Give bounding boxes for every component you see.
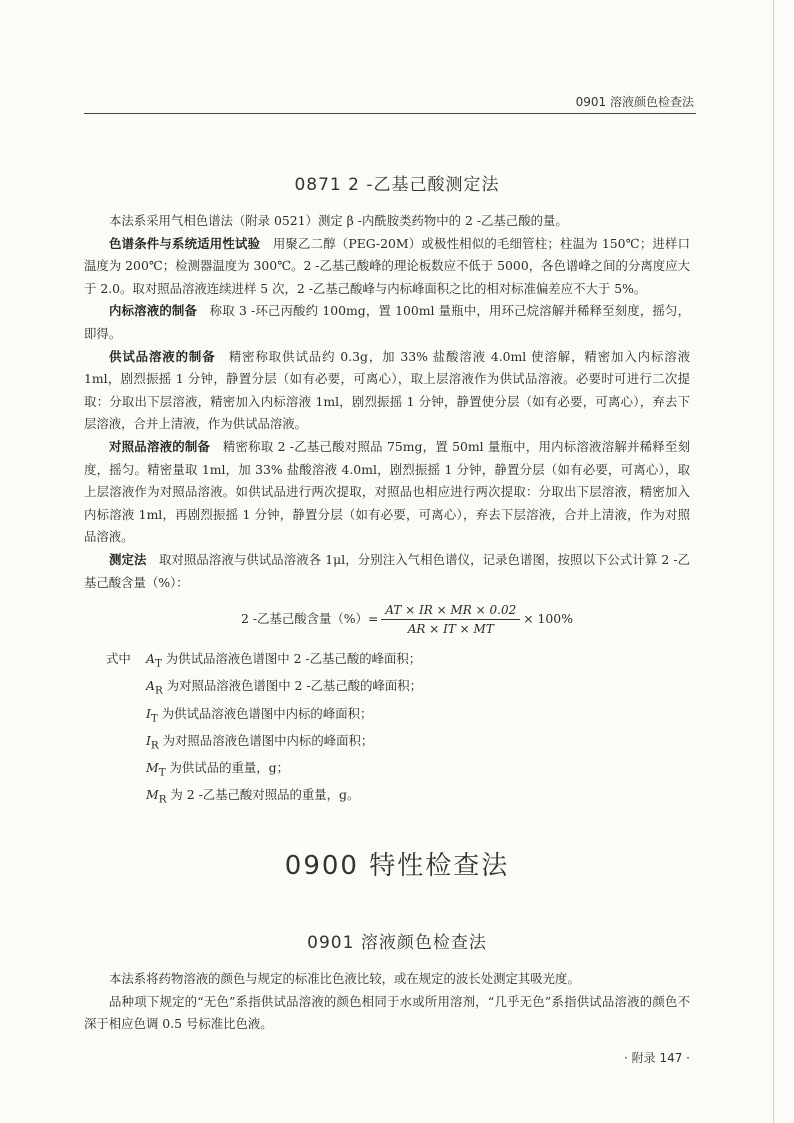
definition-text: 为供试品溶液色谱图中内标的峰面积； xyxy=(161,705,373,721)
paragraph-text: 称取 3 -环己丙酸约 100mg，置 100ml 量瓶中，用环己烷溶解并稀释至刻度，摇匀，即得。 xyxy=(84,303,691,341)
definition-text: 为对照品溶液色谱图中 2 -乙基己酸的峰面积； xyxy=(166,678,423,694)
paragraph-internal-standard xyxy=(84,300,690,345)
paragraph-label: 色谱条件与系统适用性试验 xyxy=(109,235,261,251)
formula-numerator: AT × IR × MR × 0.02 xyxy=(381,601,520,620)
definition-item xyxy=(84,675,690,702)
formula xyxy=(84,594,690,644)
formula-denominator: AR × IT × MT xyxy=(407,621,494,636)
paragraph-test-solution xyxy=(84,346,690,436)
paragraph: 品种项下规定的“无色”系指供试品溶液的颜色相同于水或所用溶剂，“几乎无色”系指供试品溶液的颜色不深于相应色调 0.5 号标准比色液。 xyxy=(84,993,690,1032)
paragraph-text: 用聚乙二醇（PEG-20M）或极性相似的毛细管柱；柱温为 150℃；进样口温度为 200℃；检测器温度为 300℃。2 -乙基己酸峰的理论板数应不低于 5000，各色谱峰之间的分离度应大于 2.0。取对照品溶液连续进样 5 次，2 -乙基己酸峰与内标峰面积之比的相对标准偏差应不大于 5%。 xyxy=(84,235,691,296)
definition-text: 为 2 -乙基己酸对照品的重量，g。 xyxy=(170,787,360,803)
definition-symbol: I xyxy=(146,705,151,721)
definition-symbol: I xyxy=(146,732,151,748)
definition-subscript: T xyxy=(158,766,166,779)
paragraph-label: 内标溶液的制备 xyxy=(109,303,198,319)
paragraph-text: 精密称取 2 -乙基己酸对照品 75mg，置 50ml 量瓶中，用内标溶液溶解并稀释至刻度，摇匀。精密量取 1ml，加 33% 盐酸溶液 4.0ml，剧烈振摇 1 分钟，静置分层（如有必要，可离心），取上层溶液作为对照品溶液。如供试品进行两次提取，对照品也相应进行两次提取：分取出下层溶液，精密加入内标溶液 1ml，再剧烈振摇 1 分钟，静置分层（如有必要，可离心），弃去下层溶液，合并上清液，作为对照品溶液。 xyxy=(84,438,691,545)
definition-subscript: R xyxy=(158,793,167,806)
paragraph-procedure xyxy=(84,549,690,594)
running-header: 0901 溶液颜色检查法 xyxy=(575,95,694,109)
section-0871-title: 0871 2 -乙基己酸测定法 xyxy=(294,175,500,195)
definition-symbol: M xyxy=(146,760,159,776)
page-number: · 附录 147 · xyxy=(624,1051,690,1065)
definition-item xyxy=(84,703,690,730)
definition-subscript: R xyxy=(154,684,163,697)
paragraph-text: 取对照品溶液与供试品溶液各 1μl，分别注入气相色谱仪，记录色谱图，按照以下公式计算 2 -乙基己酸含量（%）： xyxy=(84,551,690,590)
intro-paragraph: 本法系采用气相色谱法（附录 0521）测定 β -内酰胺类药物中的 2 -乙基己酸的量。 xyxy=(109,213,568,228)
paragraph-reference-solution xyxy=(84,436,690,549)
chapter-title: 0900 特性检查法 xyxy=(284,851,510,881)
section-0871-body xyxy=(84,210,690,812)
definition-symbol: M xyxy=(146,787,159,803)
definition-item xyxy=(84,730,690,757)
definition-subscript: T xyxy=(150,712,158,725)
formula-lhs: 2 -乙基己酸含量（%）= xyxy=(241,610,379,626)
header-rule xyxy=(84,113,696,114)
definition-subscript: R xyxy=(150,739,159,752)
where-label: 式中 xyxy=(106,651,131,667)
page-edge-line xyxy=(773,0,774,1123)
definition-item xyxy=(84,784,690,811)
definition-item xyxy=(84,757,690,784)
formula-fraction xyxy=(381,601,520,638)
section-0901-title: 0901 溶液颜色检查法 xyxy=(307,933,487,953)
paragraph-text: 精密称取供试品约 0.3g，加 33% 盐酸溶液 4.0ml 使溶解，精密加入内标溶液 1ml，剧烈振摇 1 分钟，静置分层（如有必要，可离心），取上层溶液作为供试品溶液。必要时可进行二次提取：分取出下层溶液，精密加入内标溶液 1ml，剧烈振摇 1 分钟，静置使分层（如有必要，可离心），弃去下层溶液，合并上清液，作为供试品溶液。 xyxy=(84,348,691,432)
definition-item xyxy=(84,648,690,675)
paragraph-label: 对照品溶液的制备 xyxy=(109,438,211,454)
definition-symbol: A xyxy=(146,678,155,694)
definition-text: 为对照品溶液色谱图中内标的峰面积； xyxy=(162,732,374,748)
paragraph-chromatographic-conditions xyxy=(84,233,690,301)
paragraph: 本法系将药物溶液的颜色与规定的标准比色液比较，或在规定的波长处测定其吸光度。 xyxy=(109,971,580,986)
definition-symbol: A xyxy=(146,651,155,667)
section-0901-body xyxy=(84,968,690,1036)
paragraph-label: 供试品溶液的制备 xyxy=(109,348,216,364)
definitions-list xyxy=(84,648,690,812)
definition-text: 为供试品溶液色谱图中 2 -乙基己酸的峰面积； xyxy=(165,651,422,667)
formula-suffix: × 100% xyxy=(523,610,573,626)
definition-subscript: T xyxy=(154,657,162,670)
definition-text: 为供试品的重量，g； xyxy=(169,760,289,776)
paragraph-label: 测定法 xyxy=(109,551,147,567)
